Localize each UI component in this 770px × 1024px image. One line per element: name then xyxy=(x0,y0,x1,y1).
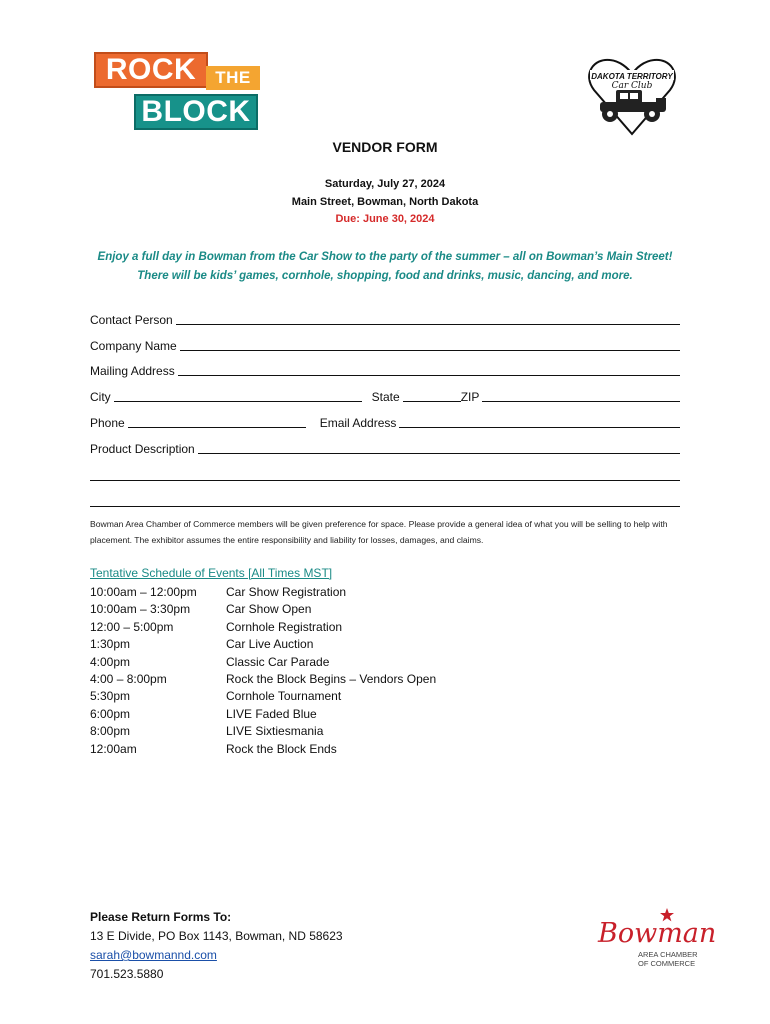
company-name-label: Company Name xyxy=(90,339,177,353)
schedule-event: LIVE Sixtiesmania xyxy=(226,724,324,739)
bowman-subtitle-line2: OF COMMERCE xyxy=(638,959,696,968)
schedule-row xyxy=(90,741,436,758)
event-location: Main Street, Bowman, North Dakota xyxy=(291,196,479,208)
schedule-time: 1:30pm xyxy=(90,637,131,652)
return-address: 13 E Divide, PO Box 1143, Bowman, ND 58623 xyxy=(90,929,343,943)
schedule-event: Rock the Block Begins – Vendors Open xyxy=(226,671,437,686)
rock-the-block-logo xyxy=(94,52,266,136)
due-date: Due: June 30, 2024 xyxy=(335,213,435,225)
product-description-label: Product Description xyxy=(90,442,195,456)
schedule-time: 12:00 – 5:00pm xyxy=(90,619,174,634)
schedule-row xyxy=(90,706,436,723)
company-name-line[interactable] xyxy=(180,338,680,351)
schedule-time: 6:00pm xyxy=(90,706,131,721)
city-state-zip-row xyxy=(90,388,680,404)
schedule-event: Car Show Open xyxy=(226,602,312,617)
club-name-line1: DAKOTA TERRITORY xyxy=(591,72,673,81)
contact-person-field[interactable] xyxy=(90,311,680,327)
schedule-time: 5:30pm xyxy=(90,689,131,704)
club-name-line2: Car Club xyxy=(611,81,653,91)
product-description-line[interactable] xyxy=(198,441,680,454)
schedule-time: 8:00pm xyxy=(90,724,131,739)
schedule-event: Car Live Auction xyxy=(226,637,314,652)
intro-text: Enjoy a full day in Bowman from the Car Show to the party of the summer – all on Bowman’s Main Street! There will be kids’ games, cornhole, shopping, food and drinks, music, dancing, and more. xyxy=(97,251,673,282)
bowman-subtitle-line1: AREA CHAMBER xyxy=(638,950,698,959)
schedule-list xyxy=(90,584,436,758)
product-description-line-3[interactable] xyxy=(90,506,680,507)
event-date: Saturday, July 27, 2024 xyxy=(324,178,446,190)
return-heading: Please Return Forms To: xyxy=(90,910,232,924)
schedule-event: Car Show Registration xyxy=(226,585,347,599)
phone-email-row xyxy=(90,414,680,430)
logo-the-tile: THE xyxy=(206,66,260,90)
state-label: State xyxy=(371,390,400,404)
email-label: Email Address xyxy=(319,416,397,430)
schedule-event: Rock the Block Ends xyxy=(226,741,337,756)
state-line[interactable] xyxy=(403,389,461,402)
product-description-line-2[interactable] xyxy=(90,480,680,481)
return-info xyxy=(90,908,343,984)
mailing-address-field[interactable] xyxy=(90,362,680,378)
schedule-row xyxy=(90,671,436,688)
schedule-row xyxy=(90,619,436,636)
phone-line[interactable] xyxy=(128,415,306,428)
bowman-wordmark: Bowman xyxy=(598,918,717,949)
preference-note: Bowman Area Chamber of Commerce members will be given preference for space. Please provide a general idea of what you will be selling to help with placement. The exhibitor assumes the entire responsibility and liability for losses, damages, and claims. xyxy=(90,519,668,545)
car-club-heart-icon xyxy=(586,56,678,138)
logo-block-tile: BLOCK xyxy=(134,94,258,130)
schedule-event: Cornhole Registration xyxy=(226,619,343,634)
schedule-row xyxy=(90,688,436,705)
schedule-time: 4:00pm xyxy=(90,654,131,669)
return-phone: 701.523.5880 xyxy=(90,967,164,981)
bowman-subtitle xyxy=(638,950,698,968)
dakota-territory-car-club-logo xyxy=(586,56,678,138)
email-line[interactable] xyxy=(399,415,680,428)
schedule-row xyxy=(90,654,436,671)
page-title: VENDOR FORM xyxy=(332,139,438,155)
phone-label: Phone xyxy=(90,416,125,430)
bowman-chamber-logo xyxy=(596,908,717,984)
contact-person-line[interactable] xyxy=(176,312,680,325)
schedule-time: 12:00am xyxy=(90,741,137,756)
logo-rock-tile: ROCK xyxy=(94,52,208,88)
zip-label: ZIP xyxy=(460,390,480,404)
schedule-time: 10:00am – 3:30pm xyxy=(90,602,191,617)
schedule-time: 10:00am – 12:00pm xyxy=(90,585,197,599)
mailing-address-label: Mailing Address xyxy=(90,364,175,378)
schedule-event: Cornhole Tournament xyxy=(226,689,342,704)
schedule-row xyxy=(90,636,436,653)
zip-line[interactable] xyxy=(482,389,680,402)
schedule-event: Classic Car Parade xyxy=(226,654,330,669)
city-label: City xyxy=(90,390,111,404)
return-email-link[interactable]: sarah@bowmannd.com xyxy=(90,948,217,962)
schedule-row xyxy=(90,723,436,740)
schedule-row xyxy=(90,601,436,618)
mailing-address-line[interactable] xyxy=(178,363,680,376)
company-name-field[interactable] xyxy=(90,337,680,353)
product-description-field[interactable] xyxy=(90,440,680,456)
schedule-event: LIVE Faded Blue xyxy=(226,706,317,721)
schedule-row xyxy=(90,584,436,601)
schedule-title: Tentative Schedule of Events [All Times MST] xyxy=(90,566,333,580)
schedule-time: 4:00 – 8:00pm xyxy=(90,671,167,686)
city-line[interactable] xyxy=(114,389,362,402)
contact-person-label: Contact Person xyxy=(90,313,173,327)
